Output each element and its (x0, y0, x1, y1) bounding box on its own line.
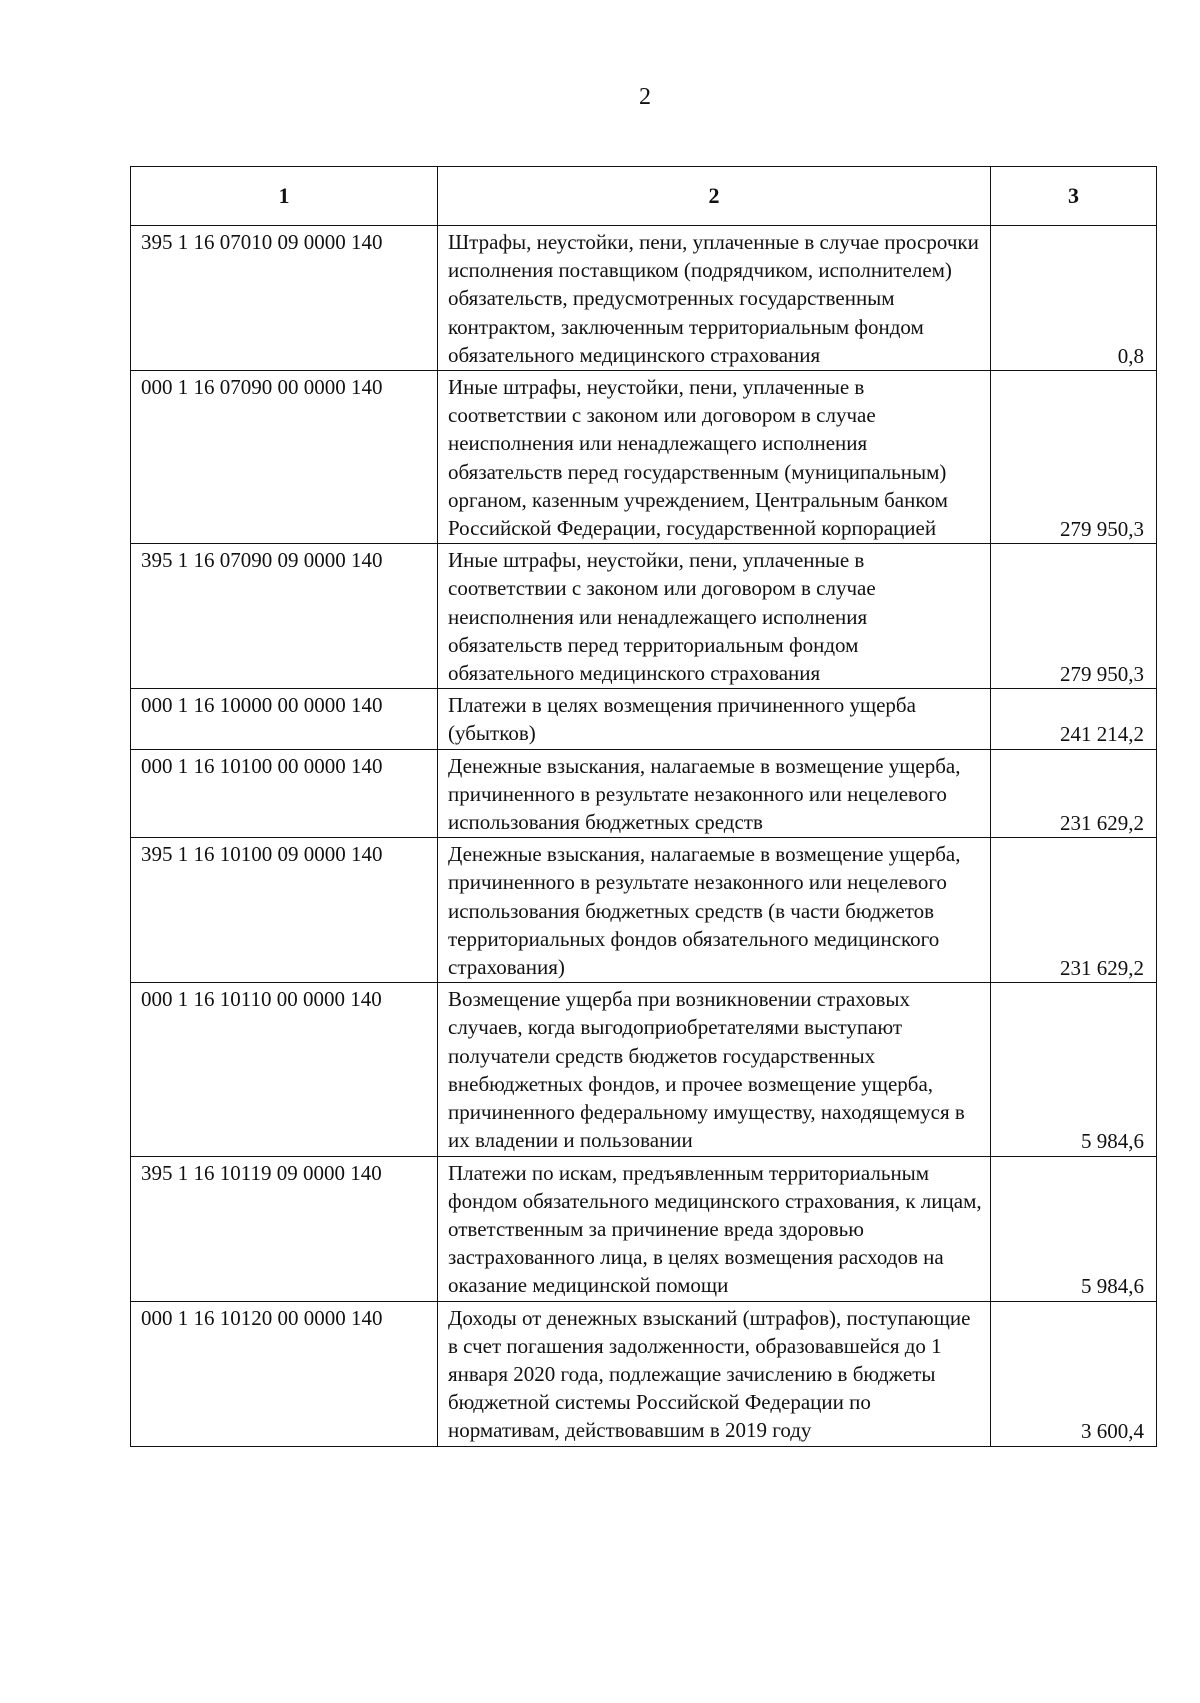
row-name: Платежи по искам, предъявленным территориальным фондом обязательного медицинского страхования, к лицам, ответственным за причинение вреда здоровью застрахованного лица, в целях возмещения расходов на оказание медицинской помощи (438, 1156, 991, 1301)
row-code: 395 1 16 07090 09 0000 140 (131, 544, 438, 689)
row-name: Денежные взыскания, налагаемые в возмещение ущерба, причиненного в результате незаконного или нецелевого использования бюджетных средств (в части бюджетов территориальных фондов обязательного медицинского страхования) (438, 838, 991, 983)
row-amount: 0,8 (991, 226, 1157, 371)
budget-revenue-table (130, 166, 1157, 1447)
row-code: 395 1 16 07010 09 0000 140 (131, 226, 438, 371)
row-name: Денежные взыскания, налагаемые в возмещение ущерба, причиненного в результате незаконного или нецелевого использования бюджетных средств (438, 749, 991, 838)
table-row (131, 838, 1157, 983)
row-amount: 279 950,3 (991, 544, 1157, 689)
column-header-code: 1 (131, 167, 438, 226)
table-row (131, 544, 1157, 689)
table-row (131, 689, 1157, 749)
column-header-name: 2 (438, 167, 991, 226)
row-code: 000 1 16 10120 00 0000 140 (131, 1301, 438, 1446)
row-code: 395 1 16 10100 09 0000 140 (131, 838, 438, 983)
row-amount: 3 600,4 (991, 1301, 1157, 1446)
row-amount: 279 950,3 (991, 371, 1157, 544)
row-code: 000 1 16 07090 00 0000 140 (131, 371, 438, 544)
row-amount: 231 629,2 (991, 838, 1157, 983)
table-row (131, 749, 1157, 838)
row-name: Платежи в целях возмещения причиненного ущерба (убытков) (438, 689, 991, 749)
row-amount: 5 984,6 (991, 983, 1157, 1156)
row-name: Штрафы, неустойки, пени, уплаченные в случае просрочки исполнения поставщиком (подрядчиком, исполнителем) обязательств, предусмотренных государственным контрактом, заключенным территориальным фондом обязательного медицинского страхования (438, 226, 991, 371)
table-row (131, 1156, 1157, 1301)
row-amount: 231 629,2 (991, 749, 1157, 838)
column-header-amount: 3 (991, 167, 1157, 226)
row-name: Доходы от денежных взысканий (штрафов), поступающие в счет погашения задолженности, образовавшейся до 1 января 2020 года, подлежащие зачислению в бюджеты бюджетной системы Российской Федерации по нормативам, действовавшим в 2019 году (438, 1301, 991, 1446)
table-row (131, 983, 1157, 1156)
row-name: Иные штрафы, неустойки, пени, уплаченные в соответствии с законом или договором в случае неисполнения или ненадлежащего исполнения обязательств перед государственным (муниципальным) органом, казенным учреждением, Центральным банком Российской Федерации, государственной корпорацией (438, 371, 991, 544)
row-code: 000 1 16 10110 00 0000 140 (131, 983, 438, 1156)
row-code: 000 1 16 10100 00 0000 140 (131, 749, 438, 838)
table-row (131, 1301, 1157, 1446)
table-row (131, 371, 1157, 544)
row-name: Возмещение ущерба при возникновении страховых случаев, когда выгодоприобретателями выступают получатели средств бюджетов государственных внебюджетных фондов, и прочее возмещение ущерба, причиненного федеральному имуществу, находящемуся в их владении и пользовании (438, 983, 991, 1156)
row-amount: 241 214,2 (991, 689, 1157, 749)
table-header-row (131, 167, 1157, 226)
table-row (131, 226, 1157, 371)
row-code: 395 1 16 10119 09 0000 140 (131, 1156, 438, 1301)
row-code: 000 1 16 10000 00 0000 140 (131, 689, 438, 749)
row-amount: 5 984,6 (991, 1156, 1157, 1301)
row-name: Иные штрафы, неустойки, пени, уплаченные в соответствии с законом или договором в случае неисполнения или ненадлежащего исполнения обязательств перед территориальным фондом обязательного медицинского страхования (438, 544, 991, 689)
page-number: 2 (639, 84, 651, 110)
